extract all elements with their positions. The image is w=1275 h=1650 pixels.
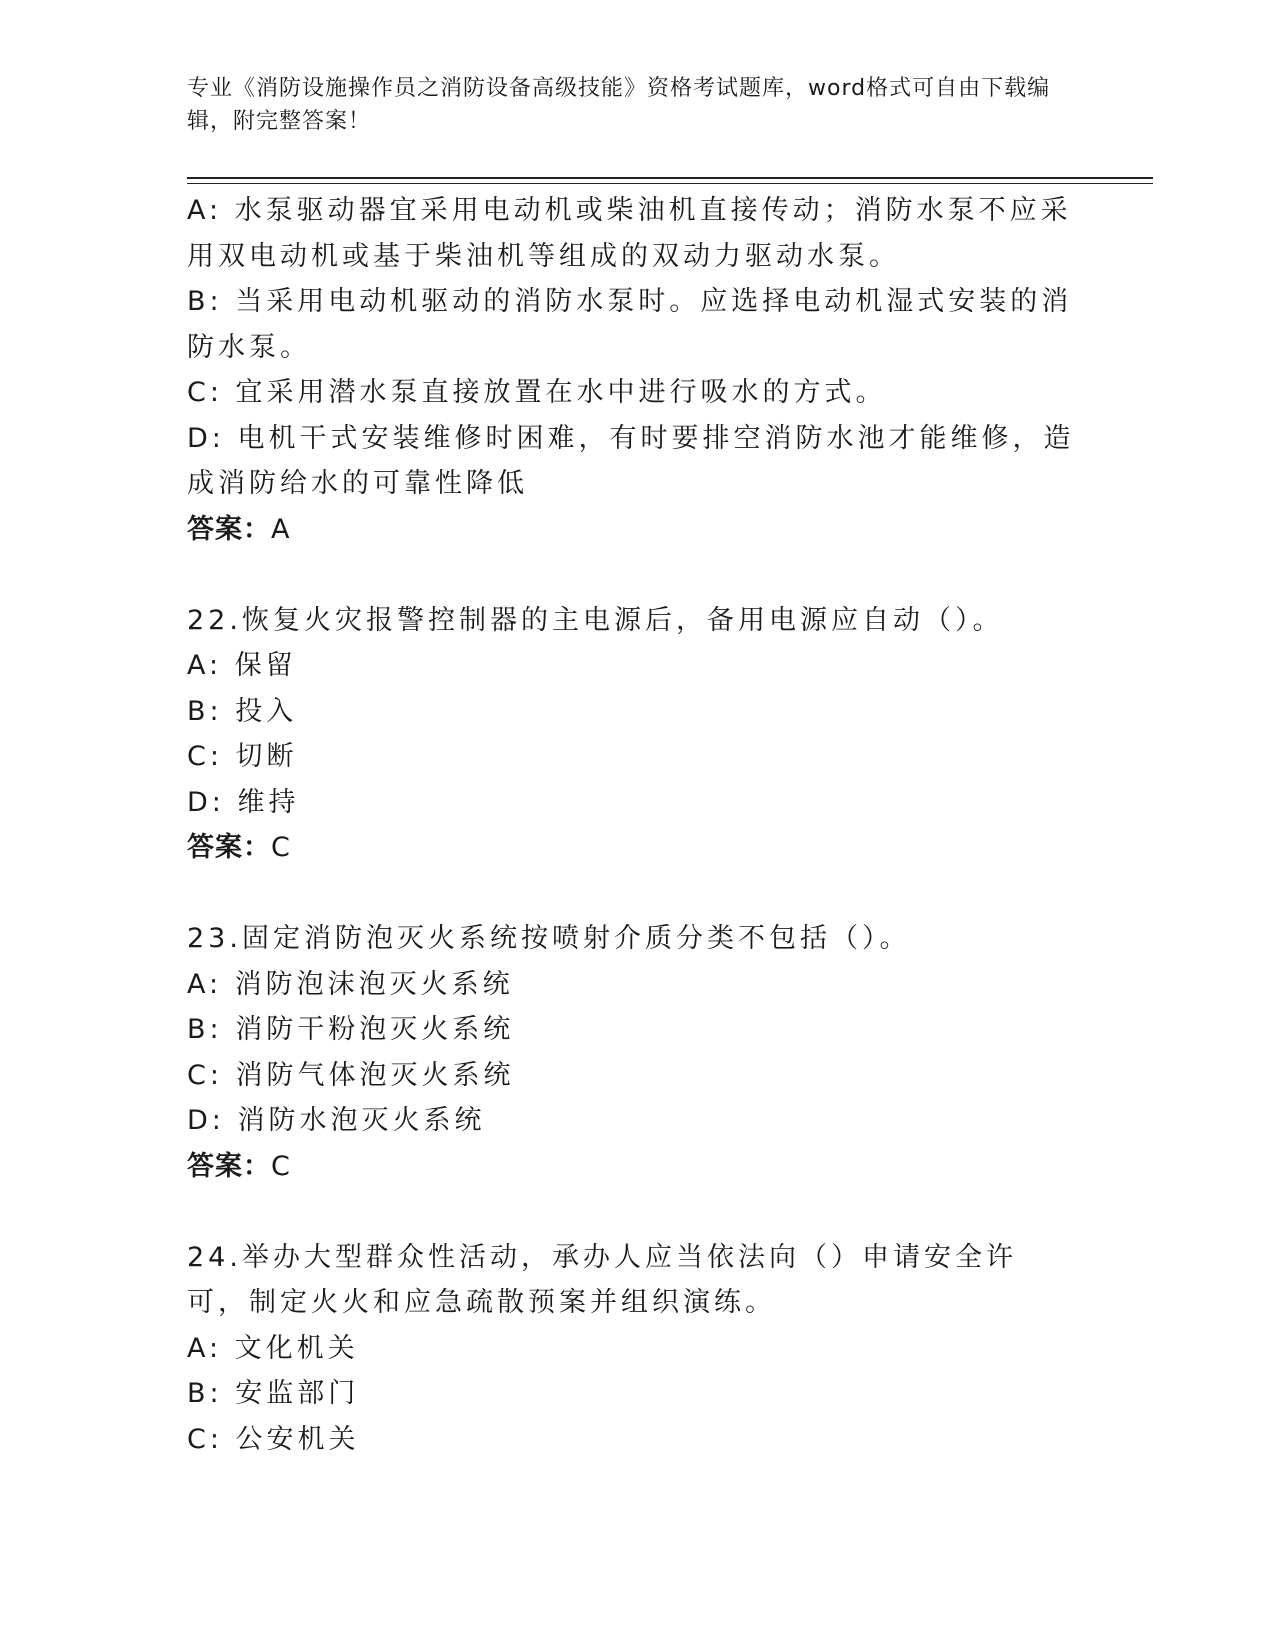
question-text: 22.恢复火灾报警控制器的主电源后，备用电源应自动（）。 (187, 604, 1004, 636)
answer-line (187, 825, 1077, 871)
answer-value: A (271, 513, 291, 545)
question-23 (187, 916, 1077, 1189)
question-21-options (187, 188, 1077, 552)
header-divider-thin (187, 183, 1153, 184)
option-a: A: 文化机关 (187, 1332, 359, 1364)
question-content (187, 188, 1077, 1462)
spacer (187, 552, 1077, 598)
question-24 (187, 1235, 1077, 1463)
question-text: 23.固定消防泡灭火系统按喷射介质分类不包括（）。 (187, 923, 911, 954)
option-c: C: 切断 (187, 741, 298, 772)
question-text: 24.举办大型群众性活动，承办人应当依法向（）申请安全许可，制定火火和应急疏散预案并组织演练。 (187, 1241, 1017, 1318)
answer-label: 答案： (187, 832, 271, 863)
option-c: C: 宜采用潜水泵直接放置在水中进行吸水的方式。 (187, 377, 887, 408)
spacer (187, 1189, 1077, 1235)
answer-value: C (271, 832, 291, 863)
option-b: B: 消防干粉泡灭火系统 (187, 1014, 515, 1045)
option-c: C: 消防气体泡灭火系统 (187, 1059, 515, 1091)
option-d: D: 消防水泡灭火系统 (187, 1105, 486, 1136)
header-divider (187, 177, 1153, 179)
answer-label: 答案： (187, 1150, 271, 1182)
answer-line (187, 507, 1077, 553)
option-a: A: 水泵驱动器宜采用电动机或柴油机直接传动；消防水泵不应采用双电动机或基于柴油机等组成的双动力驱动水泵。 (187, 195, 1072, 272)
option-a: A: 消防泡沫泡灭火系统 (187, 968, 514, 1000)
spacer (187, 871, 1077, 917)
question-22 (187, 598, 1077, 871)
option-c: C: 公安机关 (187, 1423, 360, 1455)
document-header: 专业《消防设施操作员之消防设备高级技能》资格考试题库，word格式可自由下载编辑，附完整答案！ (187, 76, 1051, 134)
option-b: B: 当采用电动机驱动的消防水泵时。应选择电动机湿式安装的消防水泵。 (187, 286, 1073, 363)
answer-line (187, 1144, 1077, 1190)
option-b: B: 投入 (187, 695, 298, 727)
answer-label: 答案： (187, 513, 271, 545)
answer-value: C (271, 1150, 291, 1182)
option-a: A: 保留 (187, 650, 297, 681)
option-b: B: 安监部门 (187, 1378, 360, 1409)
option-d: D: 电机干式安装维修时困难，有时要排空消防水池才能维修，造成消防给水的可靠性降低 (187, 422, 1075, 499)
option-d: D: 维持 (187, 786, 300, 818)
